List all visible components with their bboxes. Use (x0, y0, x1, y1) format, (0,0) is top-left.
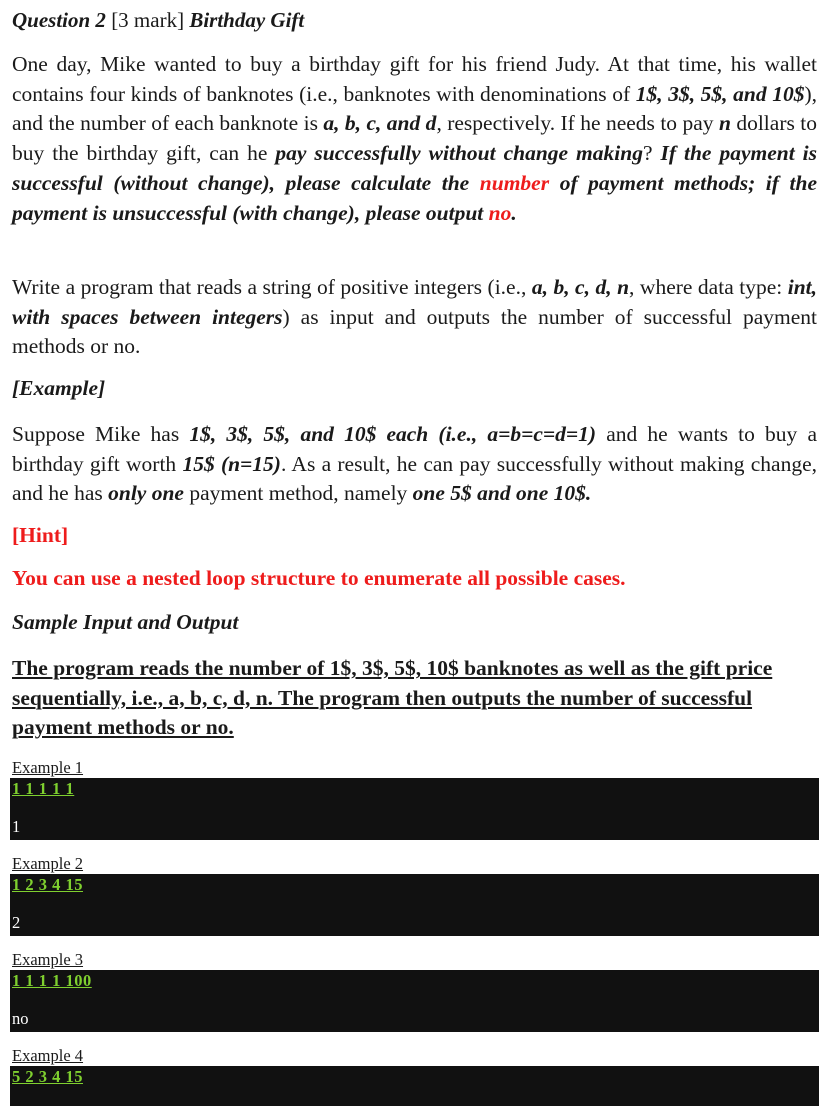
emphasis: one 5$ and one 10$. (412, 481, 592, 506)
question-label: Question 2 (12, 8, 106, 32)
text-run: dollars to buy the birthday gift, can he (12, 111, 817, 166)
io-description: The program reads the number of 1$, 3$, 5$, 10$ banknotes as well as the gift price sequentially, i.e., a, b, c, d, n. The program then outputs the number of successful payment methods or no. (12, 656, 773, 739)
console-block (10, 874, 819, 936)
red-keyword: number (479, 170, 550, 195)
data-type: int, with spaces between integers (12, 275, 817, 329)
text-run: ? (642, 141, 661, 166)
emphasis: only one (108, 481, 184, 506)
red-keyword: no (488, 200, 512, 225)
emphasis: 1$, 3$, 5$, and 10$ each (i.e., a=b=c=d=1) (189, 422, 597, 446)
question-title (12, 6, 304, 34)
text-run: . As a result, he can pay successfully without making change, and he has (12, 451, 818, 506)
console-output: 2 (12, 913, 21, 932)
example-label: Example 4 (12, 1046, 84, 1065)
example-label: Example 2 (12, 854, 84, 873)
console-block (10, 778, 819, 840)
variable-n: n (718, 111, 731, 136)
console-block (10, 970, 819, 1032)
console-input: 1 1 1 1 100 (12, 971, 92, 990)
text-run: and he wants to buy a birthday gift worth (12, 422, 817, 476)
text-run: Write a program that reads a string of positive integers (i.e., (12, 275, 532, 299)
emphasis: 15$ (n=15) (182, 451, 281, 476)
variables: a, b, c, and d (323, 111, 437, 136)
program-description (12, 273, 817, 362)
question-mark: [3 mark] (111, 8, 185, 32)
console-input: 1 2 3 4 15 (12, 875, 83, 894)
text-run: , where data type: (629, 275, 788, 299)
text-run: payment method, namely (183, 481, 413, 506)
example-label: Example 1 (12, 758, 84, 777)
variables: a, b, c, d, n (531, 275, 630, 299)
question-name: Birthday Gift (189, 8, 305, 32)
text-run: One day, Mike wanted to buy a birthday gift for his friend Judy. At that time, his wallet contains four kinds of banknotes (i.e., banknotes with denominations of (12, 52, 817, 106)
example-heading: [Example] (12, 376, 106, 400)
task-emphasis: of payment methods; if the payment is unsuccessful (with change), please output (12, 170, 817, 225)
hint-text: You can use a nested loop structure to enumerate all possible cases. (12, 566, 626, 590)
sample-heading: Sample Input and Output (12, 610, 239, 634)
example-description (12, 420, 817, 509)
text-run: ), and the number of each banknote is (12, 81, 817, 136)
console-output: no (12, 1009, 29, 1028)
hint-label: [Hint] (12, 523, 69, 547)
text-run: . (511, 200, 517, 225)
problem-description (12, 50, 817, 228)
console-input: 1 1 1 1 1 (12, 779, 75, 798)
example-label: Example 3 (12, 950, 84, 969)
console-input: 5 2 3 4 15 (12, 1067, 83, 1086)
question-emphasis: pay successfully without change making (275, 141, 643, 166)
task-emphasis: If the payment is successful (without change), please calculate the (12, 141, 818, 195)
console-block (10, 1066, 819, 1106)
console-output: 1 (12, 817, 21, 836)
text-run: , respectively. If he needs to pay (436, 111, 719, 136)
text-run: ) as input and outputs the number of successful payment methods or no. (12, 304, 817, 359)
text-run: Suppose Mike has (12, 422, 190, 446)
denominations: 1$, 3$, 5$, and 10$ (635, 81, 805, 106)
